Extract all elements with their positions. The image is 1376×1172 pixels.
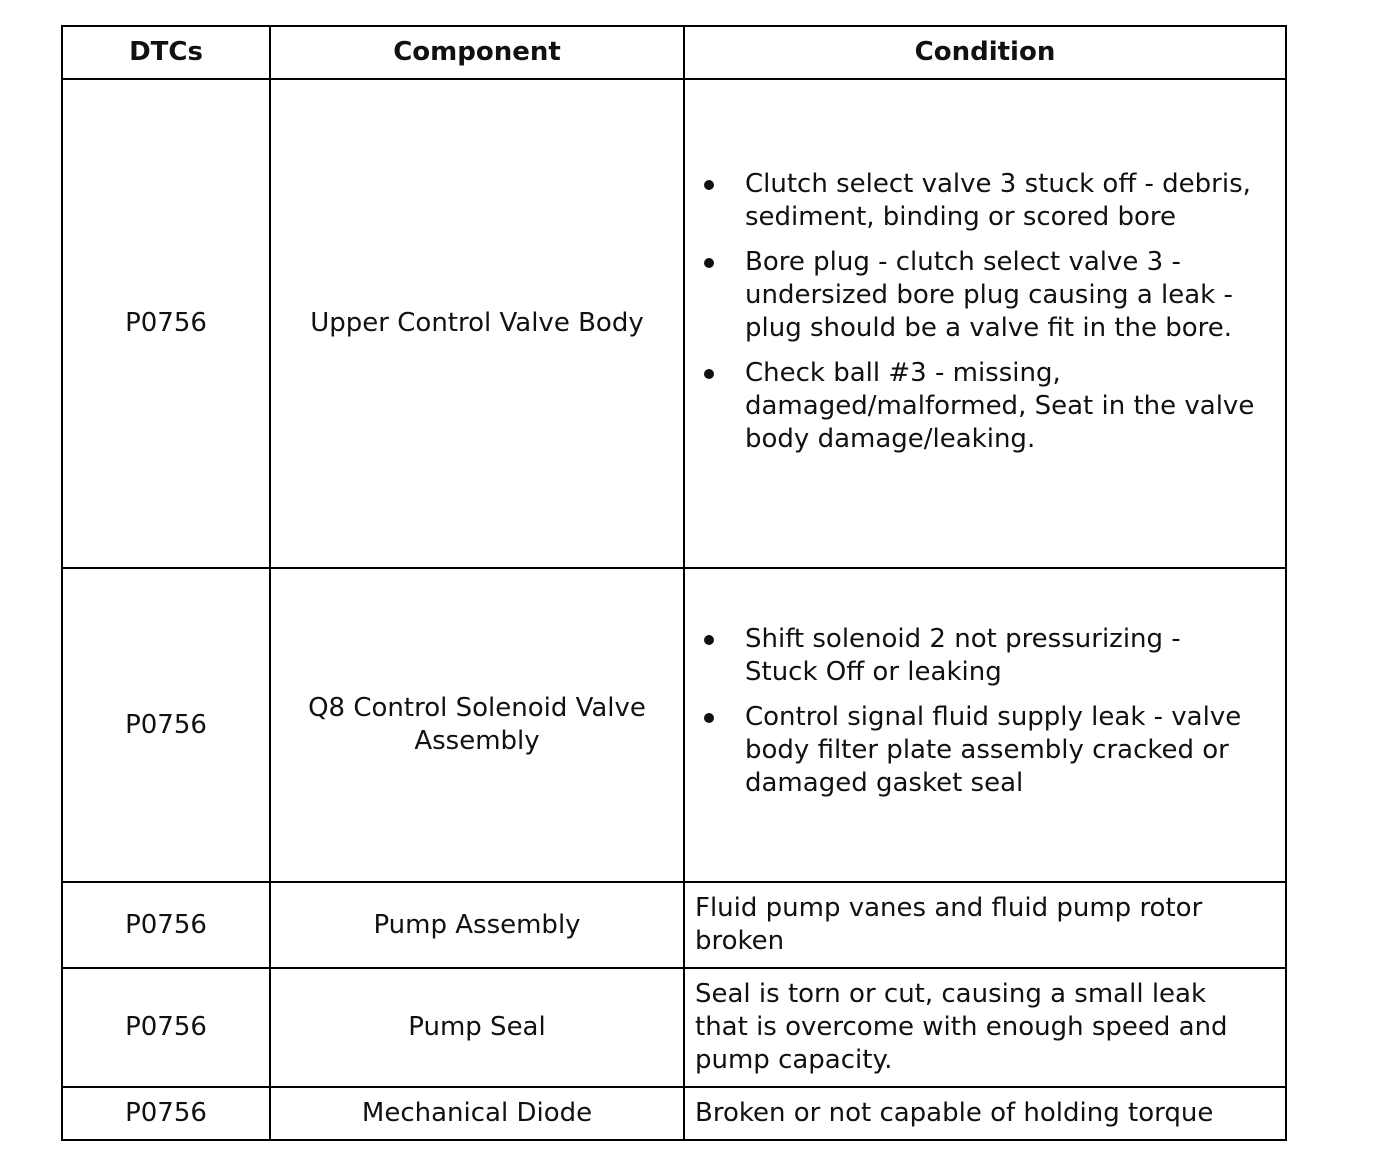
condition-text: Seal is torn or cut, causing a small leak that is overcome with enough speed and pump capacity. <box>695 979 1228 1075</box>
dtc-cell: P0756 <box>62 79 270 568</box>
condition-item: Check ball #3 - missing, damaged/malformed, Seat in the valve body damage/leaking. <box>685 357 1285 456</box>
table-row <box>62 1087 1286 1140</box>
bullet-icon <box>704 369 714 379</box>
table-row <box>62 568 1286 882</box>
bullet-icon <box>704 635 714 645</box>
header-condition: Condition <box>684 26 1286 79</box>
condition-cell <box>684 968 1286 1087</box>
table-row <box>62 882 1286 968</box>
condition-list <box>685 623 1285 800</box>
component-cell <box>270 882 684 968</box>
bullet-icon <box>704 713 714 723</box>
condition-cell <box>684 568 1286 882</box>
condition-item: Control signal fluid supply leak - valve body filter plate assembly cracked or damaged gasket seal <box>685 701 1285 800</box>
dtc-table <box>61 25 1287 1141</box>
condition-list <box>685 168 1285 456</box>
condition-item: Bore plug - clutch select valve 3 - undersized bore plug causing a leak - plug should be a valve fit in the bore. <box>685 246 1285 345</box>
component-text: Mechanical Diode <box>361 1098 593 1128</box>
condition-cell <box>684 882 1286 968</box>
dtc-cell: P0756 <box>62 1087 270 1140</box>
condition-item: Shift solenoid 2 not pressurizing - Stuck Off or leaking <box>685 623 1285 689</box>
table-row <box>62 968 1286 1087</box>
dtc-cell: P0756 <box>62 882 270 968</box>
condition-item: Clutch select valve 3 stuck off - debris, sediment, binding or scored bore <box>685 168 1285 234</box>
component-text: Pump Assembly <box>373 909 581 940</box>
component-cell <box>270 968 684 1087</box>
component-cell <box>270 79 684 568</box>
condition-cell <box>684 1087 1286 1140</box>
condition-text: Fluid pump vanes and fluid pump rotor broken <box>695 893 1203 956</box>
component-text: Upper Control Valve Body <box>310 308 644 338</box>
component-cell <box>270 1087 684 1140</box>
condition-cell <box>684 79 1286 568</box>
component-cell <box>270 568 684 882</box>
component-text: Q8 Control Solenoid Valve Assembly <box>308 693 646 756</box>
dtc-cell: P0756 <box>62 568 270 882</box>
header-dtcs: DTCs <box>62 26 270 79</box>
header-component: Component <box>270 26 684 79</box>
dtc-cell: P0756 <box>62 968 270 1087</box>
header-row <box>62 26 1286 79</box>
component-text: Pump Seal <box>408 1012 546 1042</box>
bullet-icon <box>704 258 714 268</box>
condition-text: Broken or not capable of holding torque <box>695 1098 1214 1128</box>
table-row <box>62 79 1286 568</box>
bullet-icon <box>704 180 714 190</box>
